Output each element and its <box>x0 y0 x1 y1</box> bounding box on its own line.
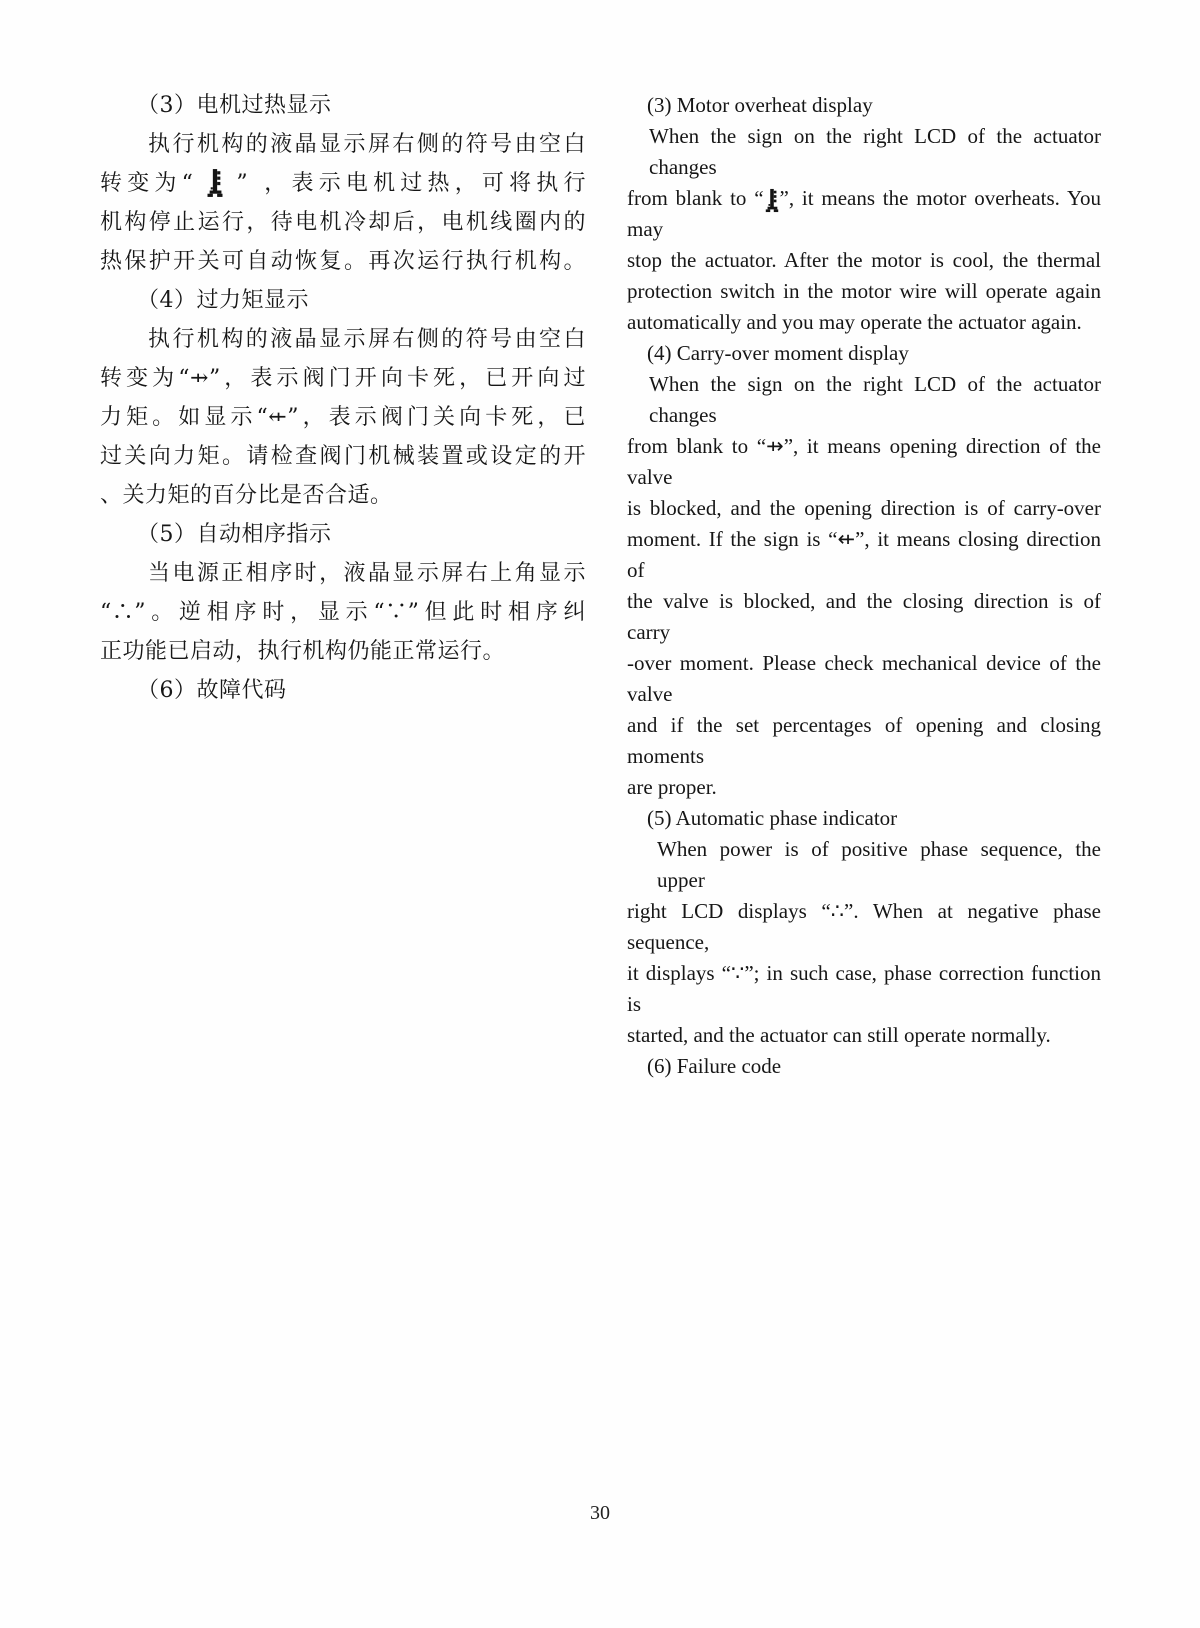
text-line <box>627 648 1101 710</box>
text-run: When power is of positive phase sequence, the upper <box>657 837 1101 892</box>
text-run: (5) Automatic phase indicator <box>647 806 898 830</box>
section-heading <box>100 86 586 125</box>
text-run: 机构停止运行，待电机冷却后，电机线圈内的 <box>100 210 586 235</box>
text-run: -over moment. Please check mechanical device of the valve <box>627 651 1101 706</box>
text-line <box>627 431 1101 493</box>
text-run: from blank to “⇸”, it means opening direction of the valve <box>627 434 1101 489</box>
section-heading <box>100 281 586 320</box>
text-line <box>627 1020 1101 1051</box>
text-run: (3) Motor overheat display <box>647 93 873 117</box>
section-heading <box>627 1051 1101 1082</box>
text-line <box>100 125 586 164</box>
section-heading <box>100 515 586 554</box>
section-heading <box>627 338 1101 369</box>
text-line <box>100 242 586 281</box>
section-heading <box>100 671 586 710</box>
text-run: is blocked, and the opening direction is of carry-over <box>627 496 1101 520</box>
text-line <box>100 320 586 359</box>
text-line <box>100 476 586 515</box>
text-run: 执行机构的液晶显示屏右侧的符号由空白 <box>148 327 586 352</box>
text-line <box>627 710 1101 772</box>
text-line <box>100 554 586 593</box>
text-line <box>627 307 1101 338</box>
text-line <box>100 398 586 437</box>
text-run: “∴”。逆相序时，显示“∵”但此时相序纠 <box>100 600 586 625</box>
text-run: When the sign on the right LCD of the actuator changes <box>649 372 1101 427</box>
text-line <box>627 369 1101 431</box>
text-run: it displays “∵”; in such case, phase correction function is <box>627 961 1101 1016</box>
text-run: 过关向力矩。请检查阀门机械装置或设定的开 <box>100 444 586 469</box>
section-heading <box>627 803 1101 834</box>
text-run: 转变为“ <box>100 171 205 196</box>
text-run: protection switch in the motor wire will operate again <box>627 279 1101 303</box>
section-heading <box>627 90 1101 121</box>
text-run: （4）过力矩显示 <box>137 288 309 313</box>
text-line <box>100 593 586 632</box>
text-run: right LCD displays “∴”. When at negative phase sequence, <box>627 899 1101 954</box>
text-line <box>100 437 586 476</box>
text-run: are proper. <box>627 775 717 799</box>
text-run: （5）自动相序指示 <box>137 522 332 547</box>
text-run: (6) Failure code <box>647 1054 782 1078</box>
text-line <box>100 632 586 671</box>
text-line <box>627 245 1101 276</box>
text-line <box>627 586 1101 648</box>
text-run: from blank to “ <box>627 186 764 210</box>
text-run: 当电源正相序时，液晶显示屏右上角显示 <box>148 561 586 586</box>
text-line <box>100 359 586 398</box>
text-line <box>627 121 1101 183</box>
text-line <box>627 276 1101 307</box>
motor-overheat-icon <box>764 188 780 213</box>
text-run: 热保护开关可自动恢复。再次运行执行机构。 <box>100 249 586 274</box>
text-run: the valve is blocked, and the closing direction is of carry <box>627 589 1101 644</box>
text-run: 力矩。如显示“⇷”，表示阀门关向卡死，已 <box>100 405 586 430</box>
text-line <box>627 183 1101 245</box>
text-line <box>627 896 1101 958</box>
text-run: (4) Carry-over moment display <box>647 341 909 365</box>
page-number: 30 <box>590 1502 610 1524</box>
text-run: 执行机构的液晶显示屏右侧的符号由空白 <box>148 132 586 157</box>
text-line <box>627 493 1101 524</box>
english-column <box>627 90 1101 1082</box>
text-line <box>627 958 1101 1020</box>
text-run: stop the actuator. After the motor is cool, the thermal <box>627 248 1101 272</box>
text-line <box>100 203 586 242</box>
text-run: started, and the actuator can still operate normally. <box>627 1023 1051 1047</box>
text-run: 、关力矩的百分比是否合适。 <box>100 483 393 508</box>
text-run: ”, it means the motor overheats. You may <box>627 186 1102 241</box>
text-run: 正功能已启动，执行机构仍能正常运行。 <box>100 639 506 664</box>
text-line <box>627 772 1101 803</box>
chinese-column <box>100 86 586 710</box>
motor-overheat-icon <box>205 168 225 198</box>
text-line <box>627 834 1101 896</box>
text-run: 转变为“⇸”，表示阀门开向卡死，已开向过 <box>100 366 586 391</box>
text-run: moment. If the sign is “⇷”, it means closing direction of <box>627 527 1101 582</box>
text-run: automatically and you may operate the actuator again. <box>627 310 1082 334</box>
text-run: ” ，表示电机过热，可将执行 <box>224 171 587 196</box>
text-run: When the sign on the right LCD of the actuator changes <box>649 124 1101 179</box>
text-run: and if the set percentages of opening and closing moments <box>627 713 1101 768</box>
text-line <box>100 164 586 203</box>
text-run: （6）故障代码 <box>137 678 287 703</box>
text-run: （3）电机过热显示 <box>137 93 332 118</box>
text-line <box>627 524 1101 586</box>
